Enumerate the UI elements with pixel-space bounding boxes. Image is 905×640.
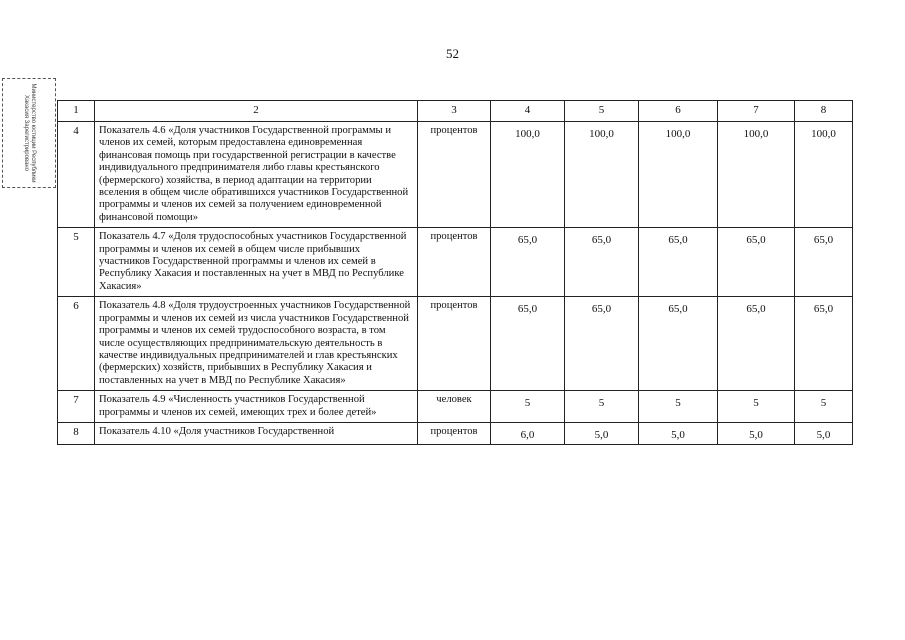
value-cell: 5 [639, 391, 718, 423]
column-header: 3 [418, 101, 491, 122]
value-cell: 65,0 [639, 228, 718, 297]
value-cell: 5 [718, 391, 795, 423]
table-header-row [58, 101, 853, 122]
value-cell: 65,0 [795, 228, 853, 297]
column-header: 6 [639, 101, 718, 122]
value-cell: 65,0 [795, 297, 853, 391]
value-cell: 5 [795, 391, 853, 423]
unit-cell: процентов [418, 422, 491, 444]
value-cell: 100,0 [491, 122, 565, 228]
registration-stamp [2, 78, 56, 188]
page-number: 52 [446, 46, 459, 61]
table-row [58, 391, 853, 423]
value-cell: 5 [565, 391, 639, 423]
value-cell: 5,0 [718, 422, 795, 444]
indicator-description: Показатель 4.10 «Доля участников Государственной [95, 422, 418, 444]
row-number: 8 [58, 422, 95, 444]
value-cell: 65,0 [565, 297, 639, 391]
column-header: 8 [795, 101, 853, 122]
row-number: 4 [58, 122, 95, 228]
column-header: 7 [718, 101, 795, 122]
column-header: 2 [95, 101, 418, 122]
unit-cell: человек [418, 391, 491, 423]
value-cell: 100,0 [795, 122, 853, 228]
stamp-text: Министерство юстиции Республики Хакасия Зарегистрировано [23, 83, 36, 183]
value-cell: 100,0 [718, 122, 795, 228]
unit-cell: процентов [418, 228, 491, 297]
value-cell: 65,0 [718, 228, 795, 297]
value-cell: 5,0 [565, 422, 639, 444]
value-cell: 65,0 [565, 228, 639, 297]
unit-cell: процентов [418, 122, 491, 228]
value-cell: 5,0 [639, 422, 718, 444]
value-cell: 5 [491, 391, 565, 423]
unit-cell: процентов [418, 297, 491, 391]
indicators-table [57, 100, 853, 445]
row-number: 7 [58, 391, 95, 423]
column-header: 1 [58, 101, 95, 122]
table-row [58, 228, 853, 297]
column-header: 5 [565, 101, 639, 122]
table-row [58, 122, 853, 228]
indicator-description: Показатель 4.6 «Доля участников Государственной программы и членов их семей, которым предоставлена единовременная финансовая помощь при государственной регистрации в качестве индивидуального предпринимателя либо главы крестьянского (фермерского) хозяйства, в период адаптации на территории вселения в общем числе обратившихся участников Государственной программы и членов их семей за получением единовременной финансовой помощи» [95, 122, 418, 228]
table-row [58, 422, 853, 444]
value-cell: 65,0 [718, 297, 795, 391]
value-cell: 100,0 [639, 122, 718, 228]
row-number: 5 [58, 228, 95, 297]
column-header: 4 [491, 101, 565, 122]
value-cell: 65,0 [491, 228, 565, 297]
value-cell: 100,0 [565, 122, 639, 228]
indicator-description: Показатель 4.9 «Численность участников Государственной программы и членов их семей, имеющих трех и более детей» [95, 391, 418, 423]
row-number: 6 [58, 297, 95, 391]
value-cell: 65,0 [491, 297, 565, 391]
table-row [58, 297, 853, 391]
indicator-description: Показатель 4.7 «Доля трудоспособных участников Государственной программы и членов их семей в общем числе прибывших участников Государственной программы и членов их семей в Республику Хакасия и поставленных на учет в МВД по Республике Хакасия» [95, 228, 418, 297]
value-cell: 6,0 [491, 422, 565, 444]
value-cell: 65,0 [639, 297, 718, 391]
indicator-description: Показатель 4.8 «Доля трудоустроенных участников Государственной программы и членов их семей из числа участников Государственной программы и членов их семей трудоспособного возраста, в том числе осуществляющих предпринимательскую деятельность в качестве индивидуальных предпринимателей и глав крестьянских (фермерских) хозяйств, прибывших в Республику Хакасия и поставленных на учет в МВД по Республике Хакасия» [95, 297, 418, 391]
value-cell: 5,0 [795, 422, 853, 444]
